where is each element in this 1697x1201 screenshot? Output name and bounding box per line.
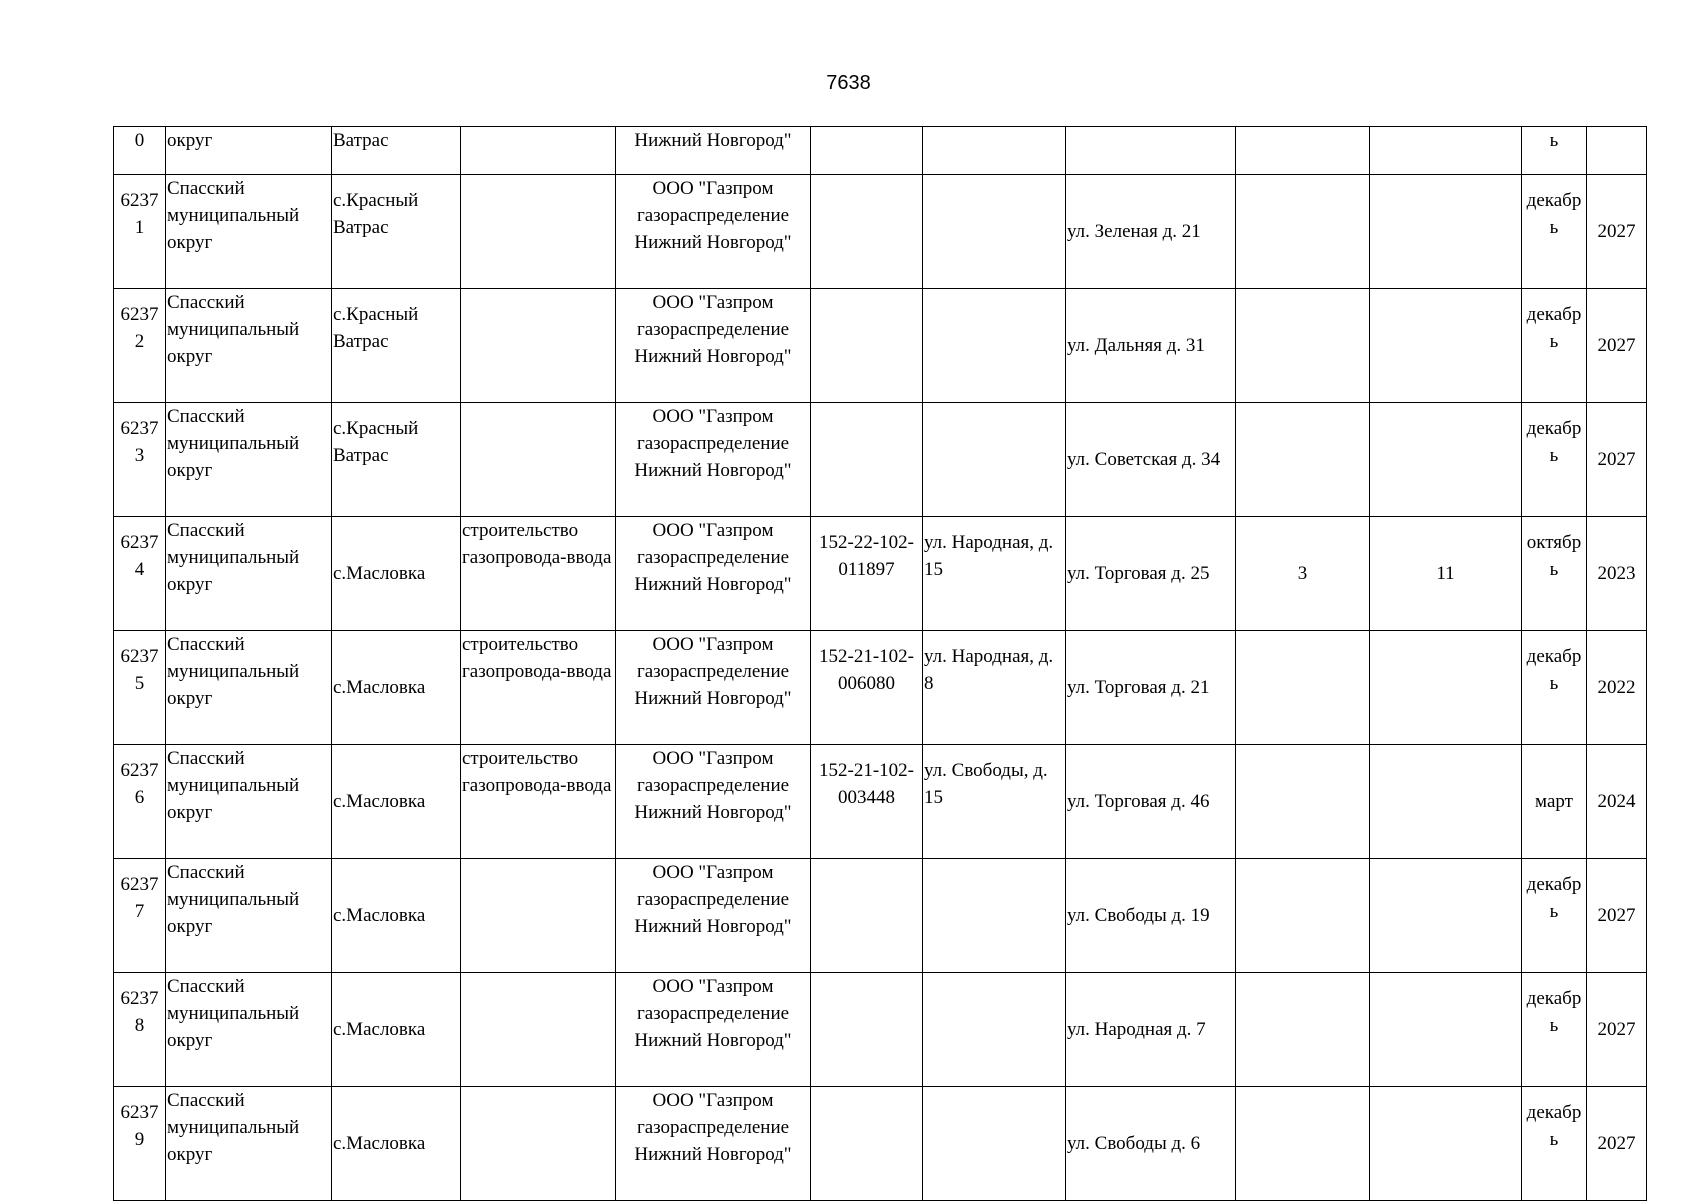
source-address-cell	[923, 973, 1066, 1087]
registry-number-cell	[811, 127, 923, 175]
organization-cell: ООО "Газпром газораспределение Нижний Новгород"	[616, 973, 811, 1087]
organization-cell: ООО "Газпром газораспределение Нижний Новгород"	[616, 403, 811, 517]
work-type-cell	[461, 289, 616, 403]
month-cell: декабр ь	[1522, 175, 1587, 289]
count-cell-a	[1236, 859, 1370, 973]
year-cell	[1587, 127, 1647, 175]
target-address-cell: ул. Дальняя д. 31	[1066, 289, 1236, 403]
count-cell-b	[1370, 289, 1522, 403]
settlement-cell: с.Красный Ватрас	[332, 175, 461, 289]
count-cell-b: 11	[1370, 517, 1522, 631]
count-cell-a	[1236, 175, 1370, 289]
table-row	[114, 289, 1647, 403]
work-type-cell	[461, 973, 616, 1087]
source-address-cell	[923, 127, 1066, 175]
district-cell: Спасский муниципальный округ	[166, 745, 332, 859]
settlement-cell: с.Масловка	[332, 745, 461, 859]
work-type-cell	[461, 859, 616, 973]
count-cell-a	[1236, 745, 1370, 859]
count-cell-a	[1236, 403, 1370, 517]
source-address-cell: ул. Свободы, д. 15	[923, 745, 1066, 859]
registry-number-cell	[811, 289, 923, 403]
work-type-cell: строительство газопровода-ввода	[461, 517, 616, 631]
count-cell-a	[1236, 127, 1370, 175]
district-cell: Спасский муниципальный округ	[166, 859, 332, 973]
target-address-cell: ул. Зеленая д. 21	[1066, 175, 1236, 289]
work-type-cell	[461, 403, 616, 517]
work-type-cell: строительство газопровода-ввода	[461, 631, 616, 745]
registry-number-cell	[811, 859, 923, 973]
count-cell-a	[1236, 1087, 1370, 1201]
row-number-cell: 6237 3	[114, 403, 166, 517]
year-cell: 2027	[1587, 973, 1647, 1087]
source-address-cell: ул. Народная, д. 8	[923, 631, 1066, 745]
month-cell: декабр ь	[1522, 403, 1587, 517]
count-cell-b	[1370, 745, 1522, 859]
settlement-cell: с.Масловка	[332, 1087, 461, 1201]
target-address-cell: ул. Свободы д. 6	[1066, 1087, 1236, 1201]
settlement-cell: с.Масловка	[332, 973, 461, 1087]
table-row-continuation	[114, 127, 1647, 175]
table-row	[114, 973, 1647, 1087]
table-row	[114, 859, 1647, 973]
row-number-cell: 6237 2	[114, 289, 166, 403]
settlement-cell: с.Красный Ватрас	[332, 403, 461, 517]
source-address-cell	[923, 175, 1066, 289]
settlement-cell: с.Масловка	[332, 859, 461, 973]
settlement-cell: Ватрас	[332, 127, 461, 175]
registry-number-cell	[811, 1087, 923, 1201]
organization-cell: ООО "Газпром газораспределение Нижний Новгород"	[616, 175, 811, 289]
count-cell-b	[1370, 859, 1522, 973]
organization-cell: ООО "Газпром газораспределение Нижний Новгород"	[616, 859, 811, 973]
table-row	[114, 1087, 1647, 1201]
district-cell: Спасский муниципальный округ	[166, 631, 332, 745]
target-address-cell	[1066, 127, 1236, 175]
data-table	[113, 126, 1647, 1201]
count-cell-b	[1370, 403, 1522, 517]
settlement-cell: с.Масловка	[332, 631, 461, 745]
row-number-cell: 6237 1	[114, 175, 166, 289]
year-cell: 2027	[1587, 1087, 1647, 1201]
target-address-cell: ул. Торговая д. 21	[1066, 631, 1236, 745]
row-number-cell: 6237 4	[114, 517, 166, 631]
month-cell: ь	[1522, 127, 1587, 175]
row-number-cell: 6237 8	[114, 973, 166, 1087]
registry-number-cell: 152-21-102-006080	[811, 631, 923, 745]
count-cell-a	[1236, 631, 1370, 745]
month-cell: октябр ь	[1522, 517, 1587, 631]
registry-number-cell: 152-21-102-003448	[811, 745, 923, 859]
page-number: 7638	[826, 72, 871, 94]
month-cell: декабр ь	[1522, 973, 1587, 1087]
organization-cell: ООО "Газпром газораспределение Нижний Новгород"	[616, 517, 811, 631]
district-cell: округ	[166, 127, 332, 175]
table-row	[114, 631, 1647, 745]
target-address-cell: ул. Народная д. 7	[1066, 973, 1236, 1087]
organization-cell: ООО "Газпром газораспределение Нижний Новгород"	[616, 1087, 811, 1201]
count-cell-b	[1370, 175, 1522, 289]
count-cell-b	[1370, 631, 1522, 745]
work-type-cell: строительство газопровода-ввода	[461, 745, 616, 859]
district-cell: Спасский муниципальный округ	[166, 175, 332, 289]
district-cell: Спасский муниципальный округ	[166, 1087, 332, 1201]
month-cell: март	[1522, 745, 1587, 859]
year-cell: 2027	[1587, 289, 1647, 403]
row-number-cell: 0	[114, 127, 166, 175]
settlement-cell: с.Красный Ватрас	[332, 289, 461, 403]
row-number-cell: 6237 7	[114, 859, 166, 973]
district-cell: Спасский муниципальный округ	[166, 403, 332, 517]
month-cell: декабр ь	[1522, 859, 1587, 973]
source-address-cell: ул. Народная, д. 15	[923, 517, 1066, 631]
work-type-cell	[461, 175, 616, 289]
organization-cell: ООО "Газпром газораспределение Нижний Новгород"	[616, 745, 811, 859]
month-cell: декабр ь	[1522, 631, 1587, 745]
table-row	[114, 517, 1647, 631]
target-address-cell: ул. Торговая д. 46	[1066, 745, 1236, 859]
month-cell: декабр ь	[1522, 1087, 1587, 1201]
year-cell: 2022	[1587, 631, 1647, 745]
work-type-cell	[461, 1087, 616, 1201]
organization-cell: ООО "Газпром газораспределение Нижний Новгород"	[616, 631, 811, 745]
table-row	[114, 175, 1647, 289]
district-cell: Спасский муниципальный округ	[166, 517, 332, 631]
count-cell-b	[1370, 1087, 1522, 1201]
table-row	[114, 745, 1647, 859]
row-number-cell: 6237 9	[114, 1087, 166, 1201]
target-address-cell: ул. Советская д. 34	[1066, 403, 1236, 517]
settlement-cell: с.Масловка	[332, 517, 461, 631]
district-cell: Спасский муниципальный округ	[166, 289, 332, 403]
registry-number-cell	[811, 403, 923, 517]
table-row	[114, 403, 1647, 517]
row-number-cell: 6237 6	[114, 745, 166, 859]
row-number-cell: 6237 5	[114, 631, 166, 745]
source-address-cell	[923, 403, 1066, 517]
count-cell-a: 3	[1236, 517, 1370, 631]
target-address-cell: ул. Торговая д. 25	[1066, 517, 1236, 631]
count-cell-a	[1236, 973, 1370, 1087]
count-cell-b	[1370, 973, 1522, 1087]
registry-number-cell	[811, 175, 923, 289]
source-address-cell	[923, 859, 1066, 973]
month-cell: декабр ь	[1522, 289, 1587, 403]
target-address-cell: ул. Свободы д. 19	[1066, 859, 1236, 973]
count-cell-b	[1370, 127, 1522, 175]
source-address-cell	[923, 289, 1066, 403]
registry-number-cell	[811, 973, 923, 1087]
year-cell: 2027	[1587, 175, 1647, 289]
organization-cell: ООО "Газпром газораспределение Нижний Новгород"	[616, 289, 811, 403]
source-address-cell	[923, 1087, 1066, 1201]
year-cell: 2027	[1587, 403, 1647, 517]
year-cell: 2023	[1587, 517, 1647, 631]
count-cell-a	[1236, 289, 1370, 403]
organization-cell: Нижний Новгород"	[616, 127, 811, 175]
year-cell: 2024	[1587, 745, 1647, 859]
registry-number-cell: 152-22-102-011897	[811, 517, 923, 631]
district-cell: Спасский муниципальный округ	[166, 973, 332, 1087]
year-cell: 2027	[1587, 859, 1647, 973]
work-type-cell	[461, 127, 616, 175]
